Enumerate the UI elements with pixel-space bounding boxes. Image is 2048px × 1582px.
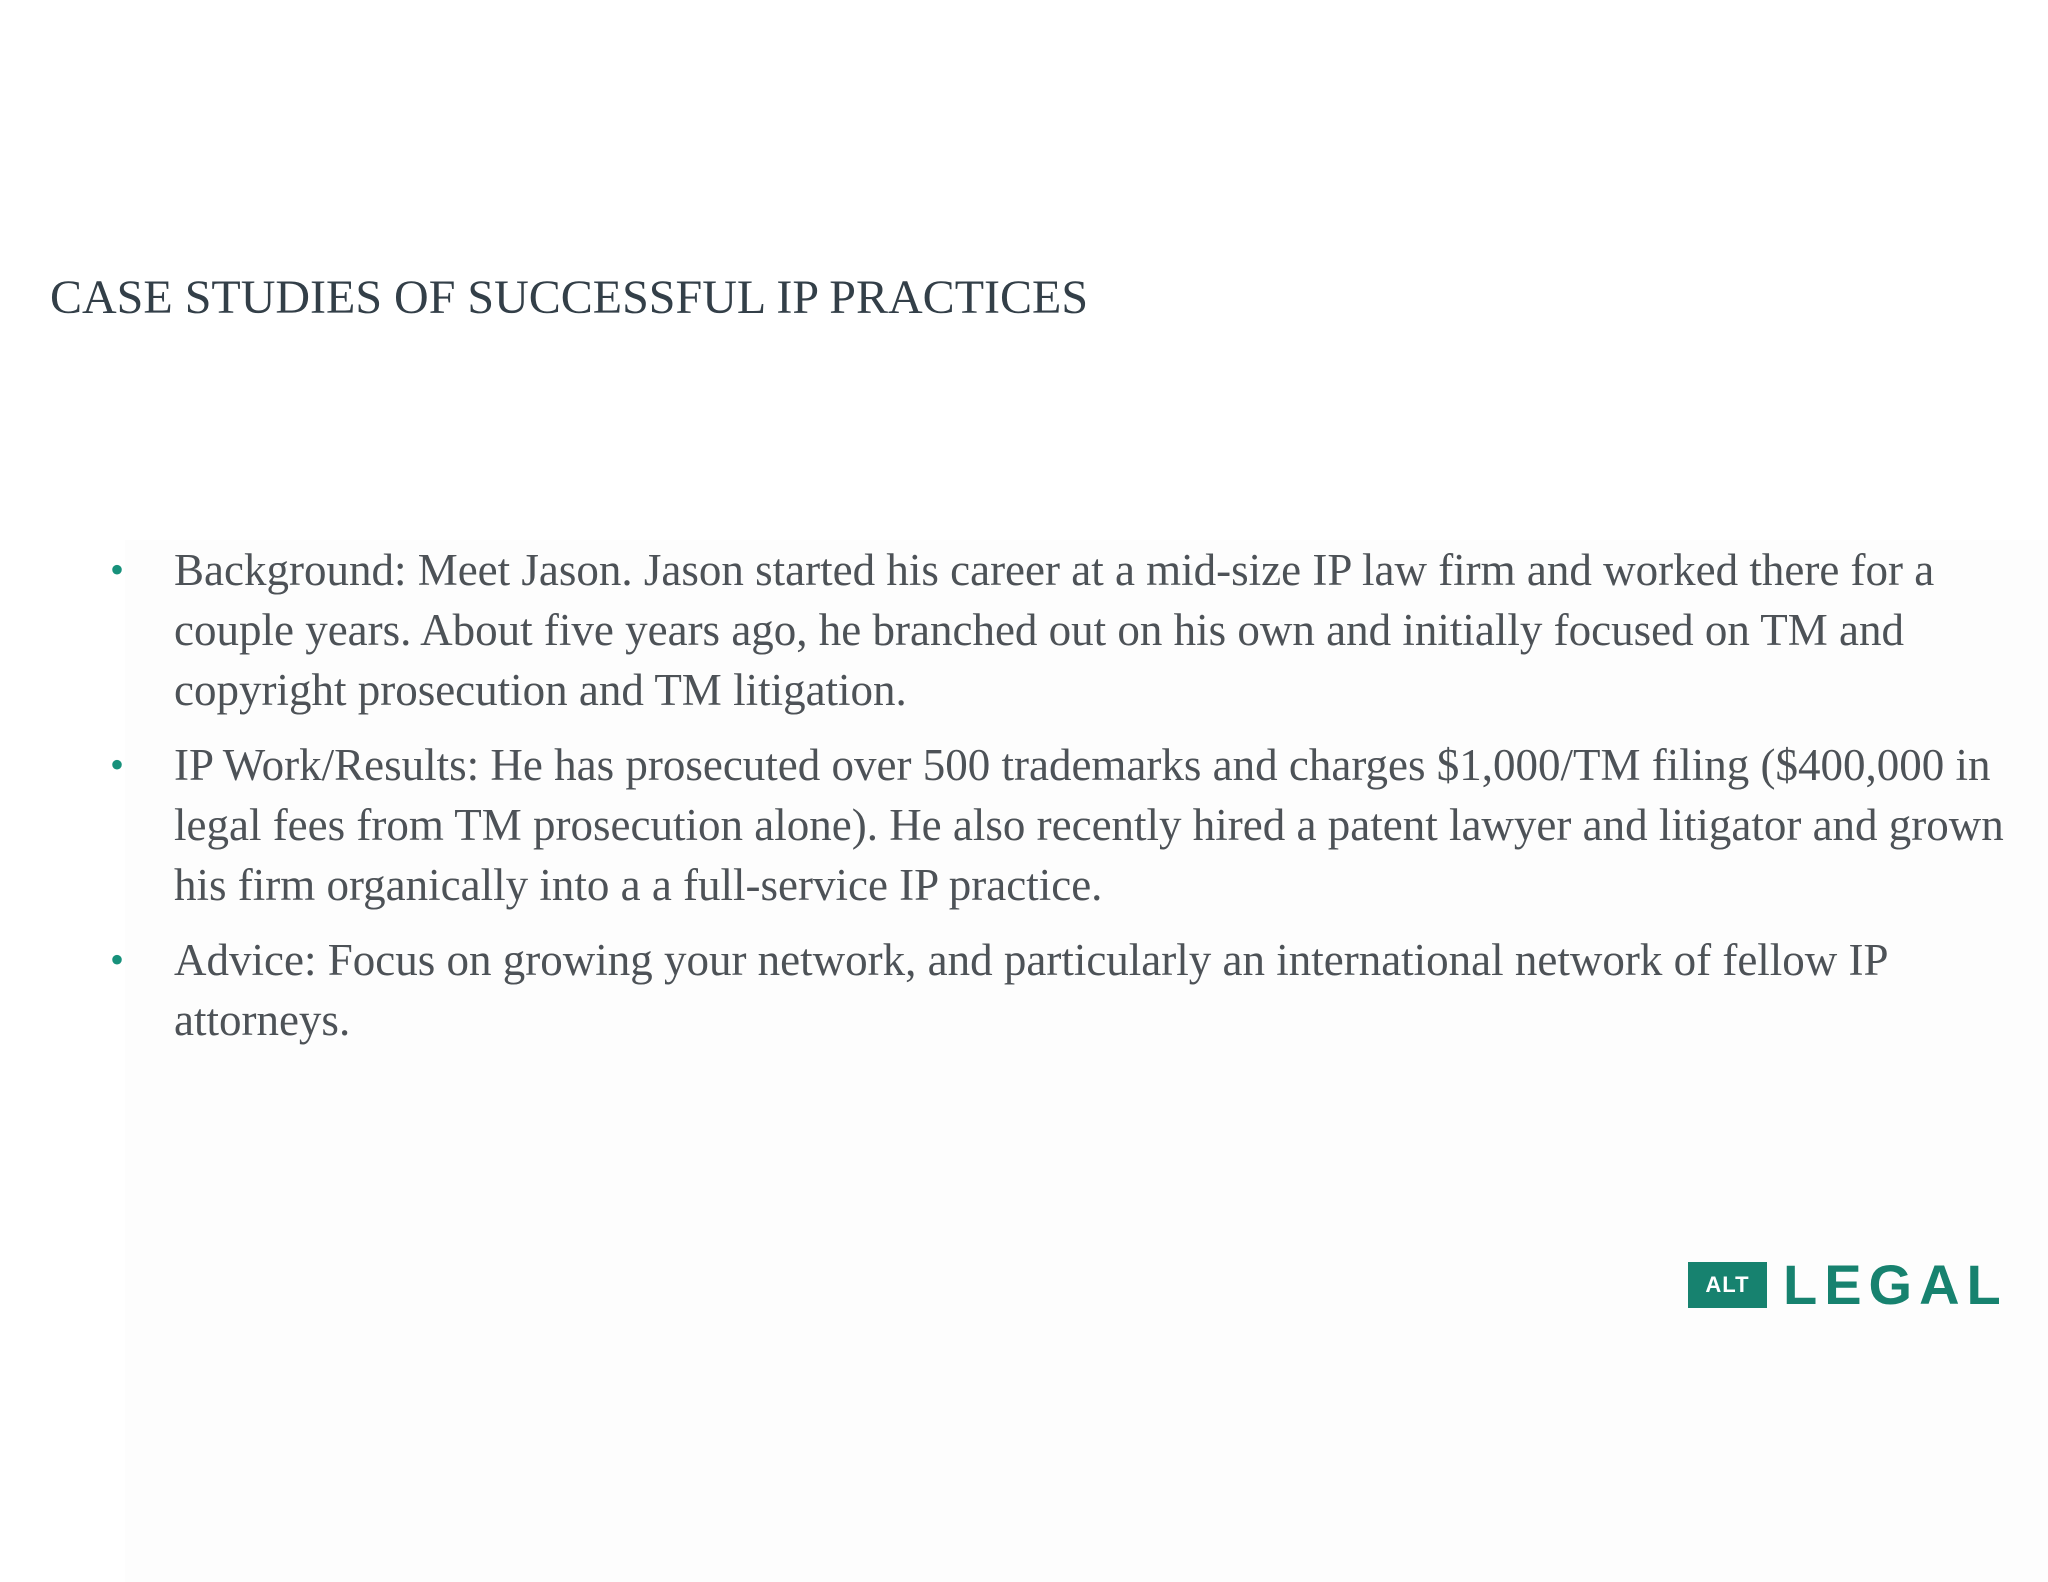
logo-box: ALT <box>1688 1262 1767 1308</box>
bullet-dot-icon: • <box>110 742 125 787</box>
logo-wordmark: LEGAL <box>1783 1253 2008 1316</box>
alt-legal-logo <box>1688 1253 2008 1316</box>
bullet-item-results <box>110 735 2010 915</box>
bullet-dot-icon: • <box>110 547 125 592</box>
bullet-item-background <box>110 540 2010 720</box>
bullet-text: Advice: Focus on growing your network, and particularly an international network of fellow IP attorneys. <box>174 935 1887 1045</box>
bullet-text: Background: Meet Jason. Jason started his career at a mid-size IP law firm and worked there for a couple years. About five years ago, he branched out on his own and initially focused on TM and copyright prosecution and TM litigation. <box>174 545 1935 715</box>
bullet-list <box>110 540 2010 1065</box>
bullet-dot-icon: • <box>110 937 125 982</box>
bullet-item-advice <box>110 930 2010 1050</box>
slide-title: CASE STUDIES OF SUCCESSFUL IP PRACTICES <box>50 271 1089 324</box>
bullet-text: IP Work/Results: He has prosecuted over 500 trademarks and charges $1,000/TM filing ($400,000 in legal fees from TM prosecution alone). He also recently hired a patent lawyer and litigator and grown his firm organically into a a full-service IP practice. <box>174 740 2004 910</box>
